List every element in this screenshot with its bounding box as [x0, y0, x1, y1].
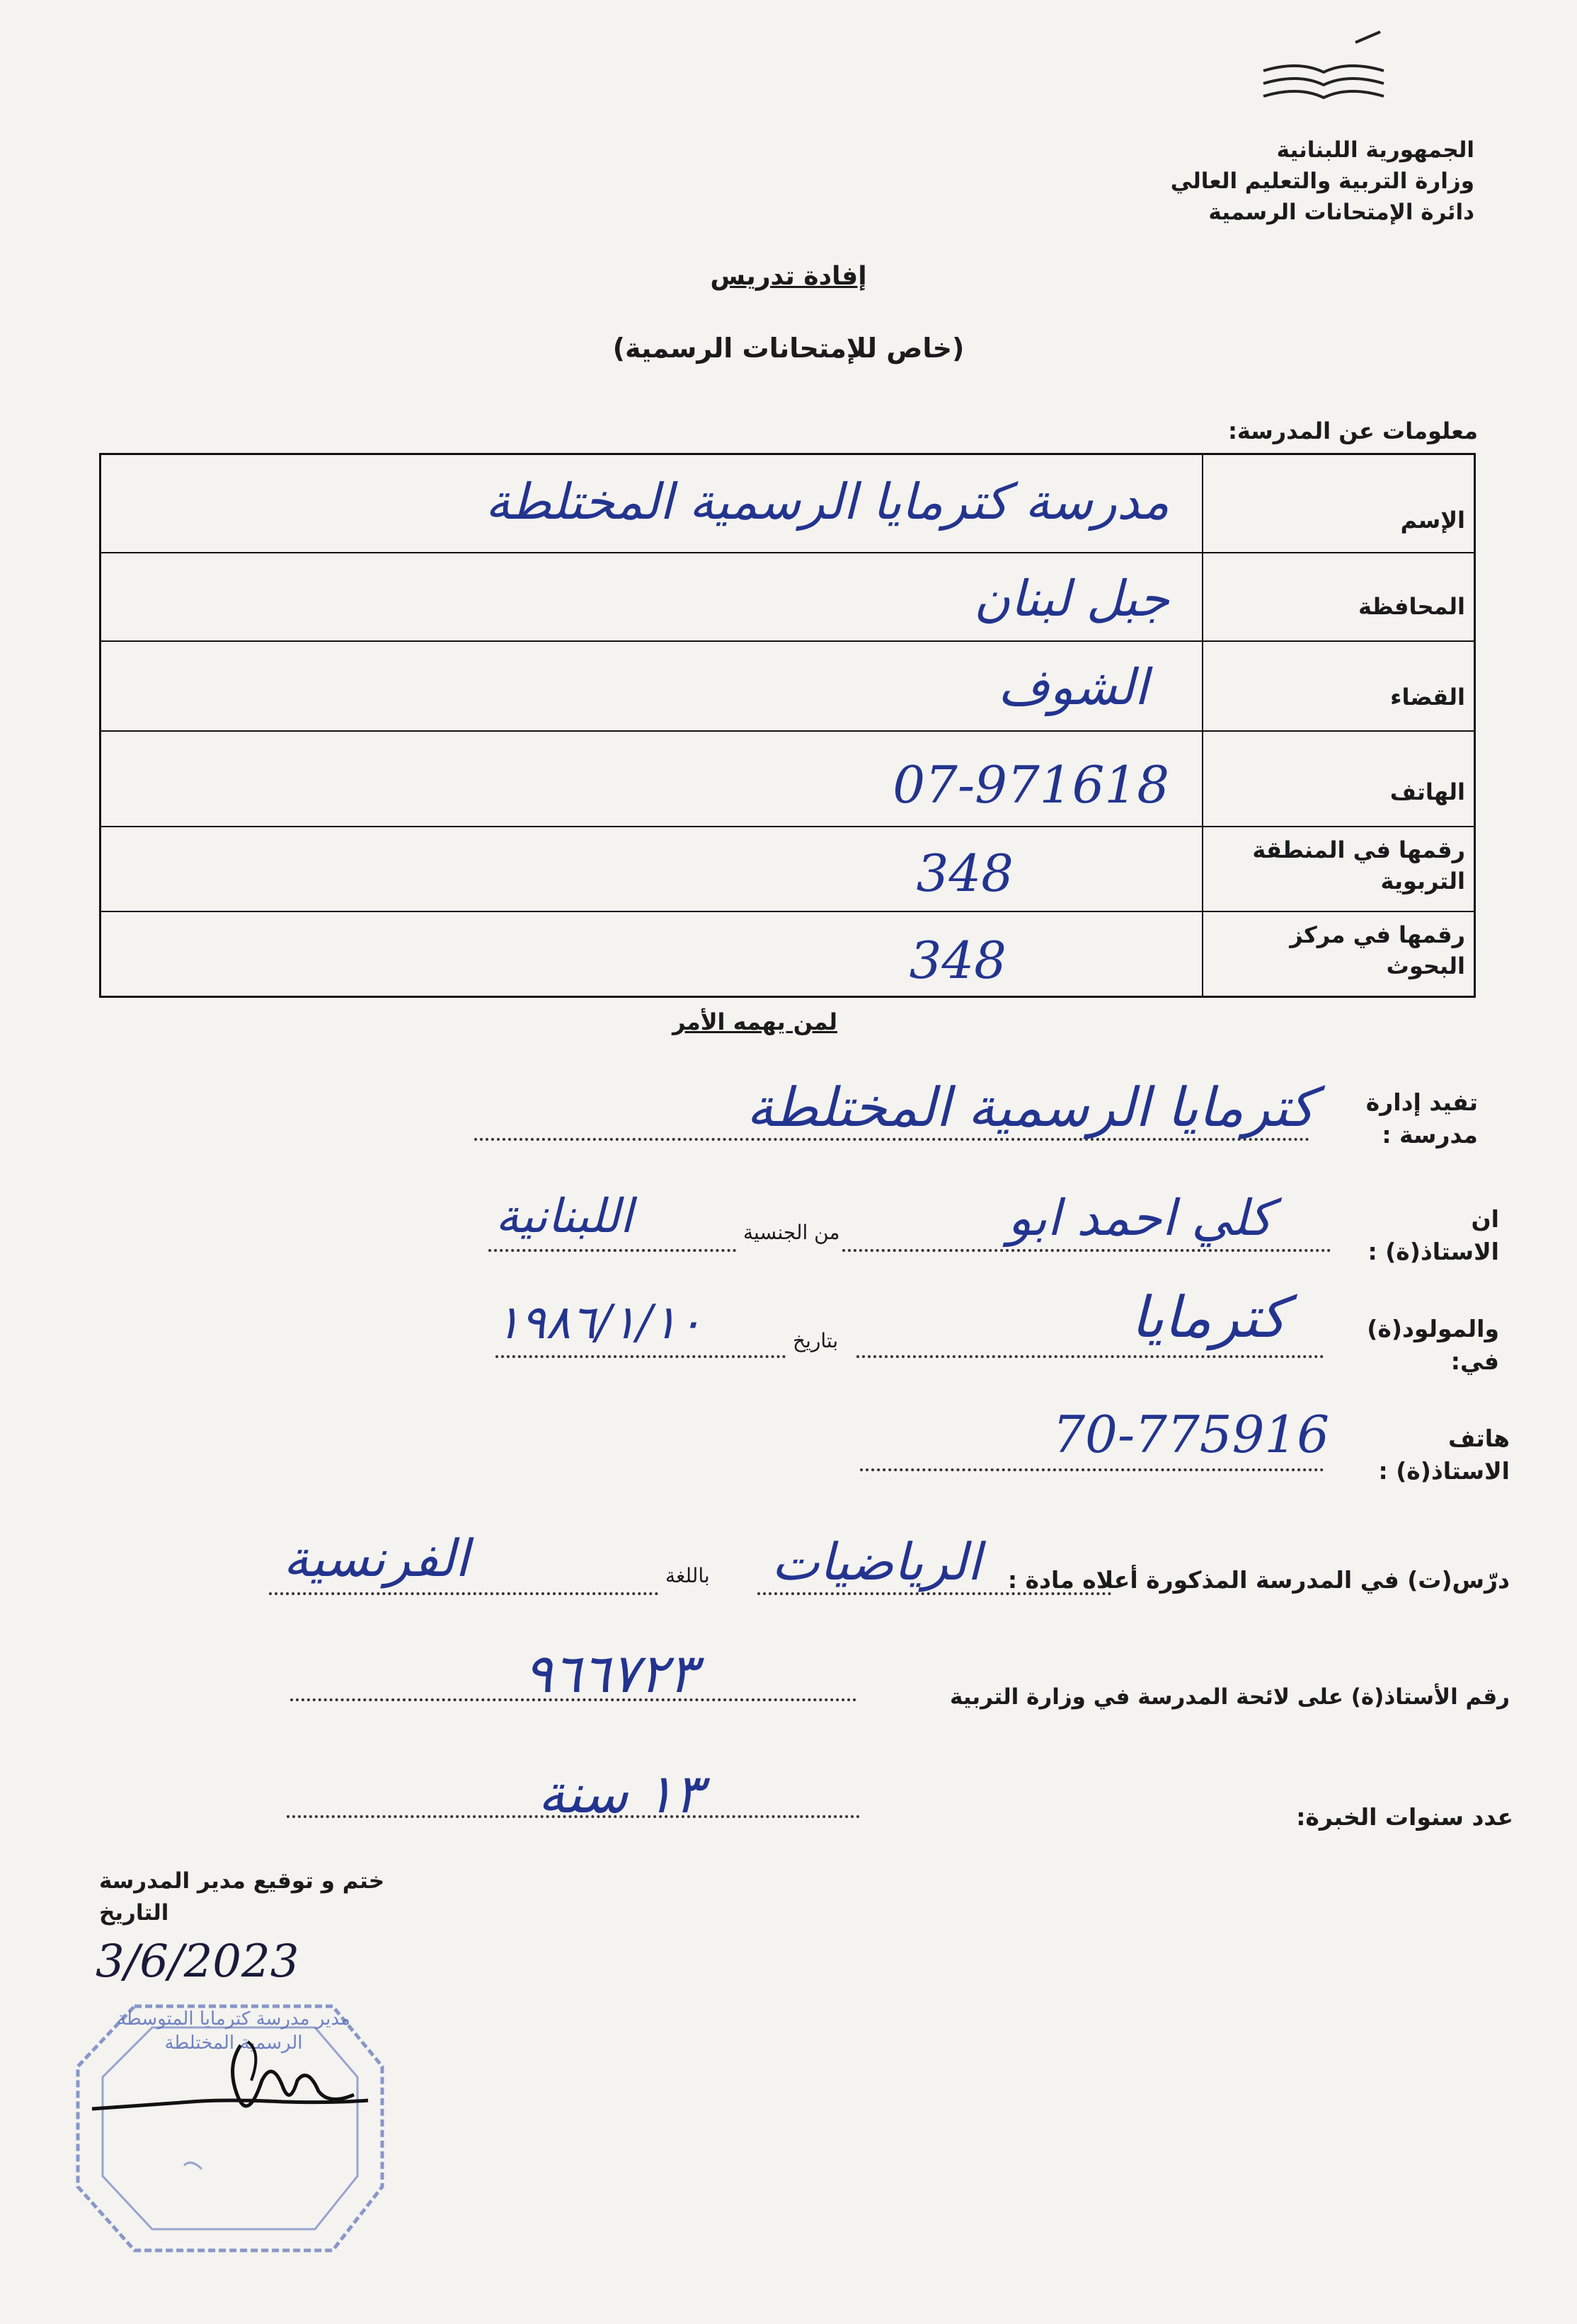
dotted-line	[269, 1592, 658, 1595]
date-value: ١٩٨٦/١/١٠	[495, 1295, 703, 1350]
language-label: باللغة	[665, 1564, 710, 1587]
experience-value: ١٣ سنة	[538, 1762, 704, 1825]
teacher-value: كلي احمد ابو	[1007, 1189, 1273, 1247]
signature-label: ختم و توقيع مدير المدرسة	[99, 1868, 385, 1894]
phone-value: 70-775916	[1053, 1405, 1329, 1464]
stamp-text: مدير مدرسة كترمايا المتوسطة	[117, 2008, 350, 2030]
signature-date-label: التاريخ	[99, 1900, 169, 1926]
school-info-table	[99, 453, 1476, 998]
experience-label: عدد سنوات الخبرة:	[1296, 1803, 1513, 1831]
document-title: إفادة تدريس	[710, 262, 867, 291]
number-value: ٩٦٦٧٢٣	[524, 1642, 697, 1705]
school-info-label: معلومات عن المدرسة:	[1228, 418, 1478, 444]
row-label: المحافظة	[1358, 593, 1465, 620]
dotted-line	[757, 1592, 1111, 1595]
dotted-line	[860, 1468, 1324, 1471]
row-label: الهاتف	[1389, 778, 1465, 805]
table-row	[101, 730, 1474, 827]
teacher-label: ان الاستاذ(ة) :	[1367, 1205, 1499, 1265]
nationality-value: اللبنانية	[495, 1189, 633, 1243]
ministry-header	[1171, 134, 1474, 228]
row-label: رقمها في مركز البحوث	[1290, 921, 1465, 979]
to-whom-heading: لمن يهمه الأمر	[672, 1008, 838, 1035]
nationality-label: من الجنسية	[743, 1221, 840, 1244]
table-row	[101, 826, 1474, 912]
number-label: رقم الأستاذ(ة) على لائحة المدرسة في وزارة التربية	[949, 1684, 1510, 1710]
born-label: والمولود(ة) في:	[1367, 1315, 1499, 1375]
row-label: القضاء	[1390, 684, 1465, 711]
row-label: رقمها في المنطقة التربوية	[1252, 836, 1465, 894]
signature-date-value: 3/6/2023	[96, 1935, 299, 1988]
table-row	[101, 455, 1474, 553]
header-line-1: الجمهورية اللبنانية	[1276, 137, 1474, 163]
row-value: 348	[909, 931, 1007, 990]
dotted-line	[856, 1355, 1324, 1358]
admin-label: تفيد إدارة مدرسة :	[1365, 1088, 1478, 1149]
row-value: 348	[916, 844, 1014, 903]
row-value: 07-971618	[893, 755, 1169, 815]
header-line-3: دائرة الإمتحانات الرسمية	[1208, 200, 1474, 225]
language-value: الفرنسية	[283, 1529, 469, 1588]
table-row	[101, 911, 1474, 1000]
taught-label: درّس(ت) في المدرسة المذكورة أعلاه مادة :	[1007, 1566, 1510, 1594]
date-label: بتاريخ	[793, 1329, 839, 1352]
table-row	[101, 640, 1474, 732]
table-row	[101, 552, 1474, 642]
row-value: الشوف	[998, 658, 1148, 716]
subject-value: الرياضيات	[772, 1532, 982, 1592]
open-book-pen-icon	[1256, 28, 1391, 106]
dotted-line	[842, 1249, 1331, 1252]
dotted-line	[495, 1355, 786, 1358]
admin-value: كترمايا الرسمية المختلطة	[746, 1076, 1315, 1139]
handwritten-signature-icon	[85, 2038, 382, 2144]
row-value: جبل لبنان	[974, 570, 1169, 628]
phone-label: هاتف الاستاذ(ة) :	[1378, 1425, 1510, 1485]
dotted-line	[488, 1249, 736, 1252]
row-label: الإسم	[1400, 507, 1465, 534]
stamp-text-2: الرسمية المختلطة	[164, 2032, 303, 2054]
header-line-2: وزارة التربية والتعليم العالي	[1170, 168, 1474, 194]
born-value: كترمايا	[1130, 1284, 1287, 1350]
document-subtitle: (خاص للإمتحانات الرسمية)	[612, 333, 965, 364]
row-value: مدرسة كترمايا الرسمية المختلطة	[485, 473, 1169, 531]
